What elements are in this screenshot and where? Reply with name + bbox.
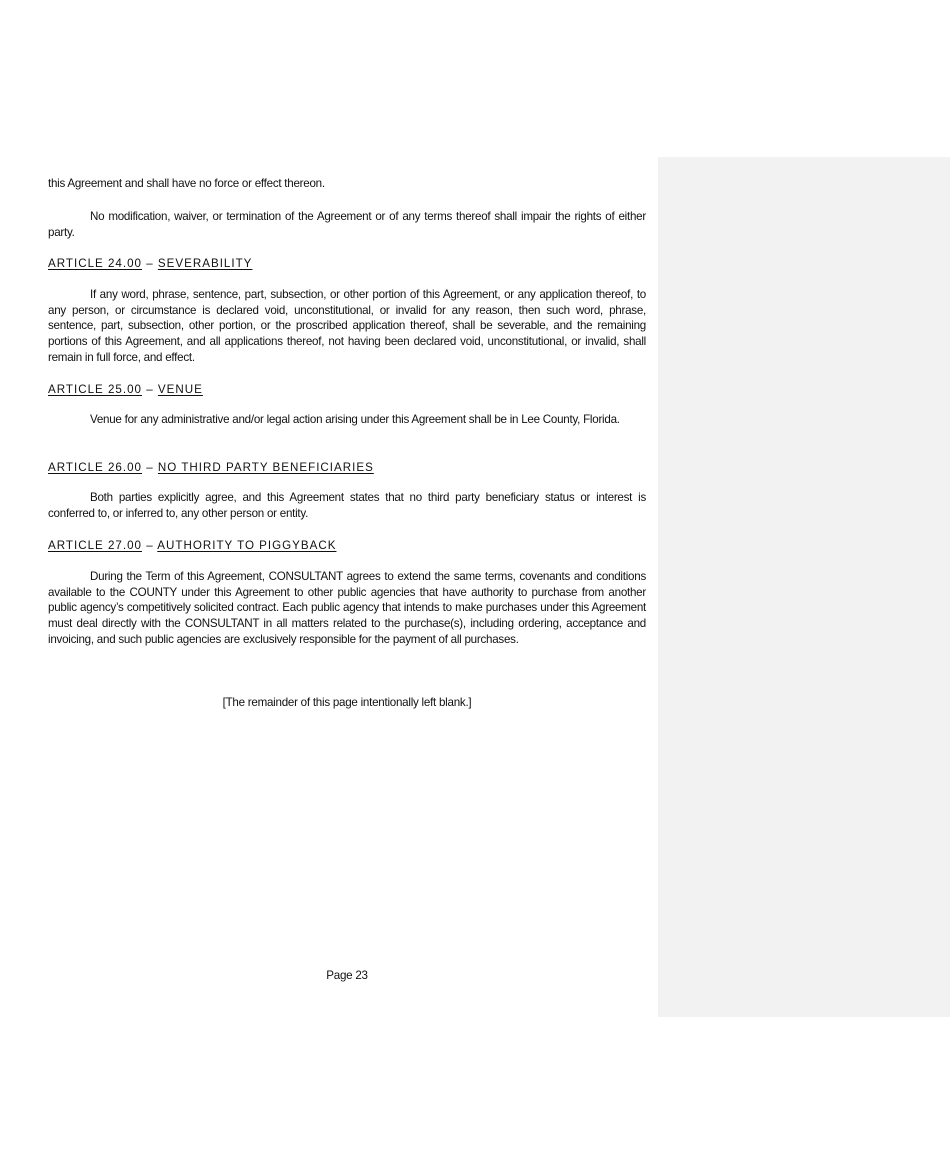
article-title: NO THIRD PARTY BENEFICIARIES [157, 461, 374, 474]
dash: – [146, 539, 154, 552]
article-title: VENUE [157, 383, 203, 396]
comment-pane [658, 157, 950, 1017]
article-26-heading [48, 460, 646, 476]
article-25-body: Venue for any administrative and/or legal action arising under this Agreement shall be in Lee County, Florida. [90, 413, 620, 426]
article-number: ARTICLE 26.00 [48, 461, 142, 474]
continuation-text: this Agreement and shall have no force or effect thereon. [48, 177, 325, 190]
article-27-body: During the Term of this Agreement, CONSULTANT agrees to extend the same terms, covenants and conditions available to the COUNTY under this Agreement to other public agencies that have authority to purchase from another public agency’s competitively solicited contract. Each public agency that intends to make purchases under this Agreement must deal directly with the CONSULTANT in all matters related to the purchase(s), including ordering, acceptance and invoicing, and such public agencies are exclusively responsible for the payment of all purchases. [48, 570, 646, 646]
dash: – [146, 461, 154, 474]
article-number: ARTICLE 27.00 [48, 539, 142, 552]
dash: – [146, 383, 154, 396]
page-number: Page 23 [326, 969, 368, 982]
blank-page-note: [The remainder of this page intentionally left blank.] [222, 696, 472, 709]
article-24-heading [48, 256, 646, 272]
article-number: ARTICLE 24.00 [48, 257, 142, 270]
article-26-body: Both parties explicitly agree, and this Agreement states that no third party beneficiary status or interest is conferred to, or inferred to, any other person or entity. [48, 491, 646, 520]
dash: – [146, 257, 154, 270]
modification-paragraph: No modification, waiver, or termination of the Agreement or of any terms thereof shall impair the rights of either party. [48, 210, 646, 239]
article-24-body: If any word, phrase, sentence, part, subsection, or other portion of this Agreement, or any application thereof, to any person, or circumstance is declared void, unconstitutional, or invalid for any reason, then such word, phrase, sentence, part, subsection, other portion, or the proscribed application thereof, shall be severable, and the remaining portions of this Agreement, and all applications thereof, not having been declared void, unconstitutional, or invalid, shall remain in full force, and effect. [48, 288, 646, 364]
article-title: SEVERABILITY [157, 257, 253, 270]
article-number: ARTICLE 25.00 [48, 383, 142, 396]
article-27-heading [48, 538, 646, 554]
article-title: AUTHORITY TO PIGGYBACK [157, 539, 337, 552]
article-25-heading [48, 382, 646, 398]
